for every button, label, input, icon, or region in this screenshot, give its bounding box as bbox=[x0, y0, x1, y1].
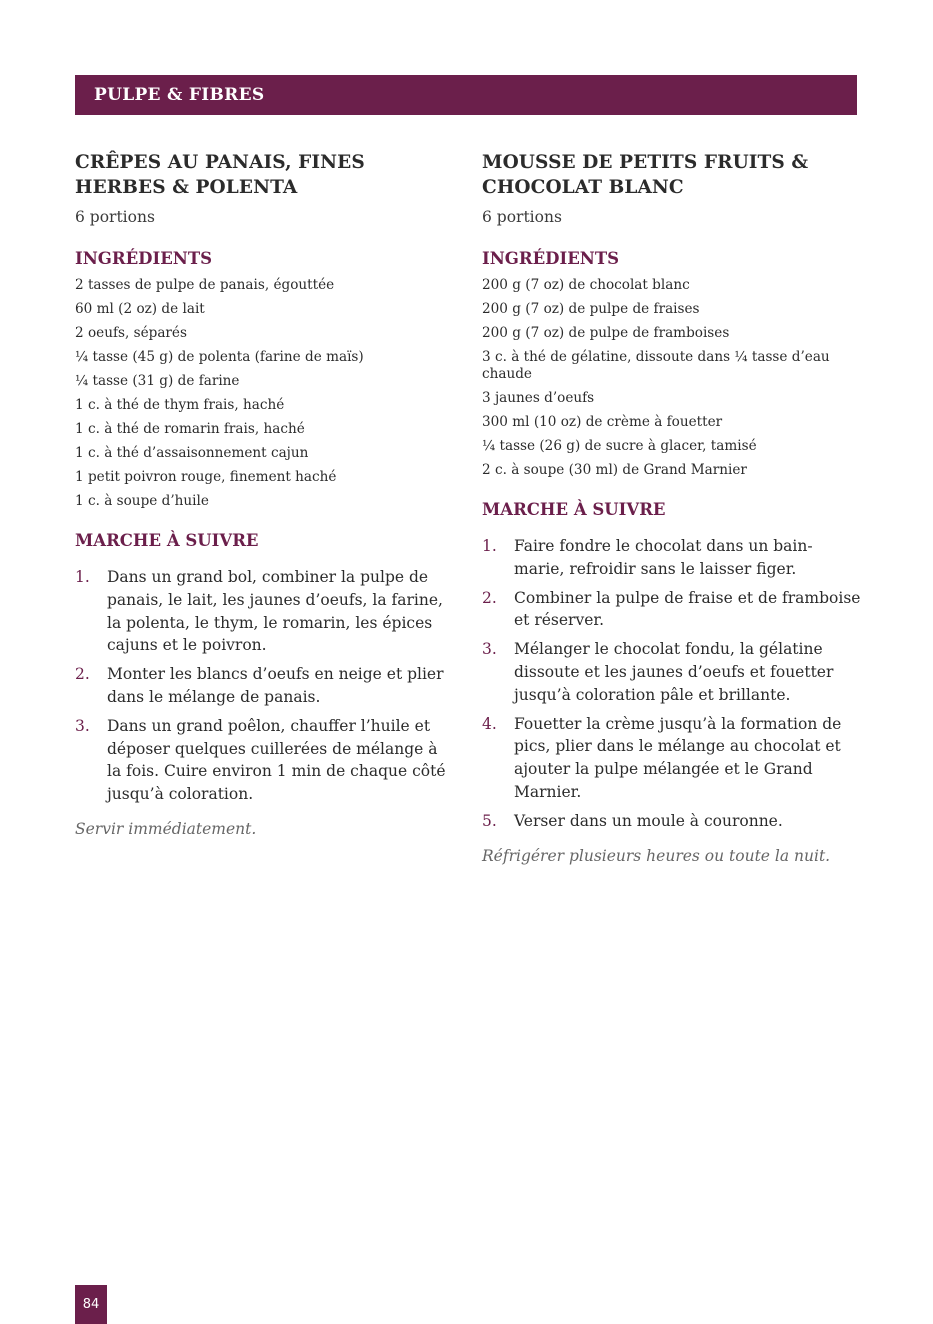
ingredients-heading: INGRÉDIENTS bbox=[75, 249, 213, 268]
ingredient-item: 200 g (7 oz) de pulpe de fraises bbox=[482, 301, 700, 317]
ingredient-item: 1 c. à soupe d’huile bbox=[75, 493, 209, 509]
step-text: Mélanger le chocolat fondu, la gélatine dissoute et les jaunes d’oeufs et fouetter jusqu’à coloration pâle et brillante. bbox=[514, 640, 834, 704]
step-text: Fouetter la crème jusqu’à la formation de pics, plier dans le mélange au chocolat et ajouter la pulpe mélangée et le Grand Marnier. bbox=[514, 714, 842, 801]
step-item bbox=[75, 715, 455, 806]
ingredient-item: ¼ tasse (31 g) de farine bbox=[75, 373, 240, 389]
recipe-title: MOUSSE DE PETITS FRUITS & CHOCOLAT BLANC bbox=[482, 152, 809, 198]
step-item bbox=[75, 566, 455, 657]
recipe-portions: 6 portions bbox=[75, 208, 155, 226]
step-number: 5. bbox=[482, 811, 497, 830]
step-number: 2. bbox=[482, 588, 497, 607]
ingredient-item: 3 jaunes d’oeufs bbox=[482, 390, 595, 406]
step-item bbox=[482, 587, 862, 633]
section-banner bbox=[75, 75, 857, 115]
step-text: Dans un grand bol, combiner la pulpe de panais, le lait, les jaunes d’oeufs, la farine, la polenta, le thym, le romarin, les épices cajuns et le poivron. bbox=[107, 568, 443, 655]
step-text: Dans un grand poêlon, chauffer l’huile et déposer quelques cuillerées de mélange à la fois. Cuire environ 1 min de chaque côté jusqu’à coloration. bbox=[107, 716, 446, 804]
ingredient-item: 1 c. à thé de thym frais, haché bbox=[75, 397, 285, 413]
ingredients-list bbox=[75, 277, 455, 510]
ingredients-heading: INGRÉDIENTS bbox=[482, 249, 620, 268]
ingredient-item: 300 ml (10 oz) de crème à fouetter bbox=[482, 414, 723, 430]
ingredient-item: 200 g (7 oz) de pulpe de framboises bbox=[482, 325, 730, 341]
step-number: 2. bbox=[75, 665, 90, 684]
steps-list bbox=[75, 566, 455, 806]
step-number: 3. bbox=[75, 716, 90, 735]
steps-list bbox=[482, 535, 862, 833]
recipe-portions: 6 portions bbox=[482, 208, 562, 226]
steps-heading: MARCHE À SUIVRE bbox=[75, 531, 259, 550]
ingredient-item: ¼ tasse (26 g) de sucre à glacer, tamisé bbox=[482, 438, 757, 454]
closing-note: Réfrigérer plusieurs heures ou toute la nuit. bbox=[482, 846, 831, 865]
ingredients-list bbox=[482, 277, 862, 479]
ingredient-item: 2 oeufs, séparés bbox=[75, 325, 187, 341]
step-number: 1. bbox=[482, 537, 497, 555]
recipe-title: CRÊPES AU PANAIS, FINES HERBES & POLENTA bbox=[75, 152, 365, 198]
recipe-right bbox=[482, 150, 862, 867]
section-title: PULPE & FIBRES bbox=[94, 85, 265, 105]
step-item bbox=[482, 638, 862, 706]
step-text: Verser dans un moule à couronne. bbox=[514, 811, 783, 830]
step-item bbox=[75, 663, 455, 709]
ingredient-item: 2 tasses de pulpe de panais, égouttée bbox=[75, 277, 335, 293]
step-item bbox=[482, 810, 862, 833]
ingredient-item: 1 c. à thé de romarin frais, haché bbox=[75, 421, 305, 437]
ingredient-item: 1 c. à thé d’assaisonnement cajun bbox=[75, 445, 309, 461]
recipe-left bbox=[75, 150, 455, 840]
step-number: 4. bbox=[482, 714, 497, 733]
step-item bbox=[482, 713, 862, 804]
ingredient-item: 2 c. à soupe (30 ml) de Grand Marnier bbox=[482, 462, 747, 478]
step-item bbox=[482, 535, 862, 581]
step-text: Faire fondre le chocolat dans un bain-marie, refroidir sans le laisser figer. bbox=[514, 537, 813, 578]
ingredient-item: 200 g (7 oz) de chocolat blanc bbox=[482, 277, 690, 293]
step-number: 3. bbox=[482, 640, 497, 659]
steps-heading: MARCHE À SUIVRE bbox=[482, 500, 666, 519]
ingredient-item: 1 petit poivron rouge, finement haché bbox=[75, 469, 337, 485]
step-text: Combiner la pulpe de fraise et de framboise et réserver. bbox=[514, 588, 861, 630]
page-number: 84 bbox=[75, 1285, 107, 1324]
ingredient-item: ¼ tasse (45 g) de polenta (farine de maïs) bbox=[75, 349, 364, 365]
ingredient-item: 60 ml (2 oz) de lait bbox=[75, 301, 205, 317]
ingredient-item: 3 c. à thé de gélatine, dissoute dans ¼ tasse d’eau chaude bbox=[482, 349, 830, 382]
step-text: Monter les blancs d’oeufs en neige et plier dans le mélange de panais. bbox=[107, 665, 444, 706]
step-number: 1. bbox=[75, 568, 90, 586]
closing-note: Servir immédiatement. bbox=[75, 819, 257, 838]
